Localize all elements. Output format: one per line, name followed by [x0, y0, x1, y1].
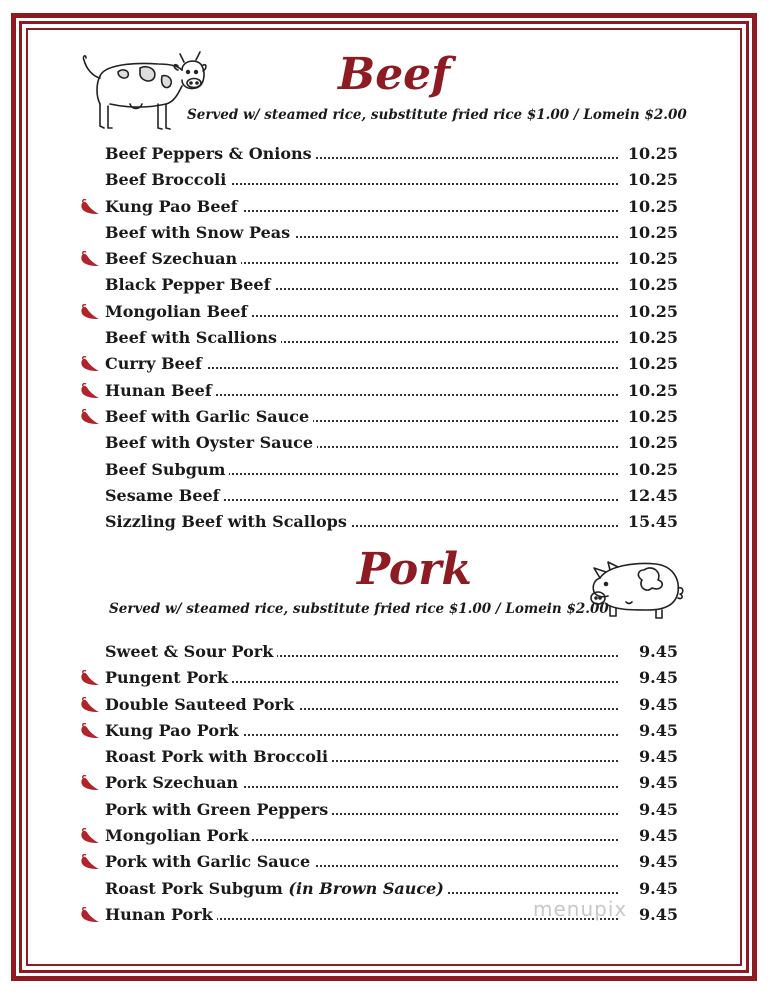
menu-item-row: [78, 692, 678, 718]
menu-item-name: [105, 246, 241, 272]
menu-item-name: [105, 430, 317, 456]
menu-item-price: 9.45: [622, 718, 678, 744]
menu-item-label: Pork with Garlic Sauce: [105, 852, 311, 872]
menu-item-row: [78, 718, 678, 744]
menu-item-price: 10.25: [622, 246, 678, 272]
menu-item-row: [78, 770, 678, 796]
chili-pepper-icon: [78, 383, 100, 400]
beef-section-title: Beef: [338, 49, 451, 100]
menu-item-row: [78, 299, 678, 325]
menu-item-label: Beef with Snow Peas: [105, 222, 291, 242]
menu-item-price: 15.45: [622, 509, 678, 535]
menu-item-name: [105, 849, 314, 875]
menu-item-row: [78, 483, 678, 509]
menu-item-name: [105, 665, 232, 691]
chili-pepper-icon: [78, 409, 100, 426]
menu-item-label: Pork with Green Peppers: [105, 799, 329, 819]
chili-pepper-icon: [78, 251, 100, 268]
menu-item-name: [105, 351, 206, 377]
menu-item-name: [105, 509, 351, 535]
menu-item-price: 10.25: [622, 457, 678, 483]
menu-item-price: 10.25: [622, 194, 678, 220]
chili-pepper-icon: [78, 907, 100, 924]
menu-item-price: 9.45: [622, 849, 678, 875]
watermark: menupix: [533, 897, 628, 921]
menu-item-label: Beef Szechuan: [105, 249, 238, 269]
menu-item-row: [78, 325, 678, 351]
menu-item-name: [105, 902, 217, 928]
menu-item-name: [105, 744, 332, 770]
menu-item-price: 9.45: [622, 692, 678, 718]
menu-item-price: 9.45: [622, 823, 678, 849]
chili-pepper-icon: [78, 697, 100, 714]
menu-item-label: Beef Broccoli: [105, 170, 227, 190]
menu-item-price: 9.45: [622, 876, 678, 902]
menu-item-label: Mongolian Pork: [105, 826, 249, 846]
pork-menu-list: [78, 639, 678, 928]
menu-item-row: [78, 457, 678, 483]
chili-pepper-icon: [78, 723, 100, 740]
menu-item-row: [78, 246, 678, 272]
menu-item-name: [105, 220, 294, 246]
menu-item-price: 10.25: [622, 378, 678, 404]
menu-item-name: [105, 639, 277, 665]
menu-item-label: Kung Pao Beef: [105, 196, 238, 216]
menu-item-label: Roast Pork Subgum: [105, 878, 283, 898]
menu-item-name: [105, 457, 229, 483]
menu-item-price: 9.45: [622, 770, 678, 796]
menu-item-row: [78, 351, 678, 377]
menu-item-row: [78, 639, 678, 665]
menu-item-name: [105, 378, 216, 404]
menu-item-price: 10.25: [622, 220, 678, 246]
menu-item-name: [105, 797, 332, 823]
menu-item-label: Black Pepper Beef: [105, 275, 271, 295]
menu-item-label: Kung Pao Pork: [105, 720, 239, 740]
menu-item-row: [78, 404, 678, 430]
menu-item-row: [78, 509, 678, 535]
chili-pepper-icon: [78, 304, 100, 321]
menu-item-label: Mongolian Beef: [105, 301, 248, 321]
menu-item-row: [78, 744, 678, 770]
menu-item-price: 10.25: [622, 351, 678, 377]
menu-item-label: Sweet & Sour Pork: [105, 642, 274, 661]
menu-item-name: [105, 876, 448, 902]
menu-item-price: 10.25: [622, 272, 678, 298]
chili-pepper-icon: [78, 828, 100, 845]
menu-item-row: [78, 849, 678, 875]
menu-item-price: 10.25: [622, 430, 678, 456]
menu-item-row: [78, 823, 678, 849]
menu-item-label: Beef Peppers & Onions: [105, 144, 312, 163]
chili-pepper-icon: [78, 670, 100, 687]
menu-item-name: [105, 483, 224, 509]
menu-item-row: [78, 220, 678, 246]
chili-pepper-icon: [78, 854, 100, 871]
menu-item-name: [105, 272, 274, 298]
menu-item-label: Beef with Garlic Sauce: [105, 406, 310, 426]
menu-item-name: [105, 692, 298, 718]
menu-item-row: [78, 194, 678, 220]
menu-item-label: Beef with Scallions: [105, 328, 277, 348]
menu-item-row: [78, 378, 678, 404]
menu-item-note: (in Brown Sauce): [288, 878, 444, 898]
menu-item-price: 10.25: [622, 404, 678, 430]
pork-section-title: Pork: [357, 544, 472, 595]
menu-item-label: Pungent Pork: [105, 668, 229, 688]
menu-item-price: 9.45: [622, 744, 678, 770]
menu-item-name: [105, 167, 230, 193]
menu-item-name: [105, 404, 313, 430]
menu-item-price: 12.45: [622, 483, 678, 509]
menu-item-label: Pork Szechuan: [105, 773, 239, 793]
menu-item-label: Double Sauteed Pork: [105, 694, 295, 714]
menu-item-name: [105, 141, 316, 167]
menu-item-price: 10.25: [622, 167, 678, 193]
pork-section-subtitle: Served w/ steamed rice, substitute fried rice $1.00 / Lomein $2.00: [109, 601, 609, 617]
menu-item-label: Beef Subgum: [105, 459, 226, 479]
chili-pepper-icon: [78, 356, 100, 373]
menu-item-name: [105, 325, 281, 351]
menu-item-label: Hunan Pork: [105, 904, 213, 924]
menu-item-name: [105, 718, 243, 744]
menu-item-name: [105, 823, 252, 849]
menu-item-row: [78, 430, 678, 456]
menu-item-label: Hunan Beef: [105, 380, 212, 400]
menu-item-price: 10.25: [622, 141, 678, 167]
menu-item-name: [105, 770, 242, 796]
menu-item-name: [105, 194, 242, 220]
menu-item-price: 10.25: [622, 299, 678, 325]
menu-item-row: [78, 665, 678, 691]
menu-item-label: Sizzling Beef with Scallops: [105, 512, 347, 532]
menu-item-price: 9.45: [622, 797, 678, 823]
menu-item-row: [78, 167, 678, 193]
menu-item-price: 10.25: [622, 325, 678, 351]
menu-item-price: 9.45: [622, 665, 678, 691]
menu-item-name: [105, 299, 251, 325]
menu-item-row: [78, 141, 678, 167]
chili-pepper-icon: [78, 199, 100, 216]
menu-item-price: 9.45: [622, 639, 678, 665]
menu-item-label: Beef with Oyster Sauce: [105, 433, 314, 453]
menu-item-label: Roast Pork with Broccoli: [105, 747, 329, 767]
menu-item-label: Sesame Beef: [105, 485, 220, 505]
beef-menu-list: [78, 141, 678, 535]
menu-item-row: [78, 797, 678, 823]
menu-item-row: [78, 272, 678, 298]
menu-item-price: 9.45: [622, 902, 678, 928]
chili-pepper-icon: [78, 775, 100, 792]
menu-item-label: Curry Beef: [105, 354, 202, 374]
beef-section-subtitle: Served w/ steamed rice, substitute fried rice $1.00 / Lomein $2.00: [187, 107, 687, 123]
